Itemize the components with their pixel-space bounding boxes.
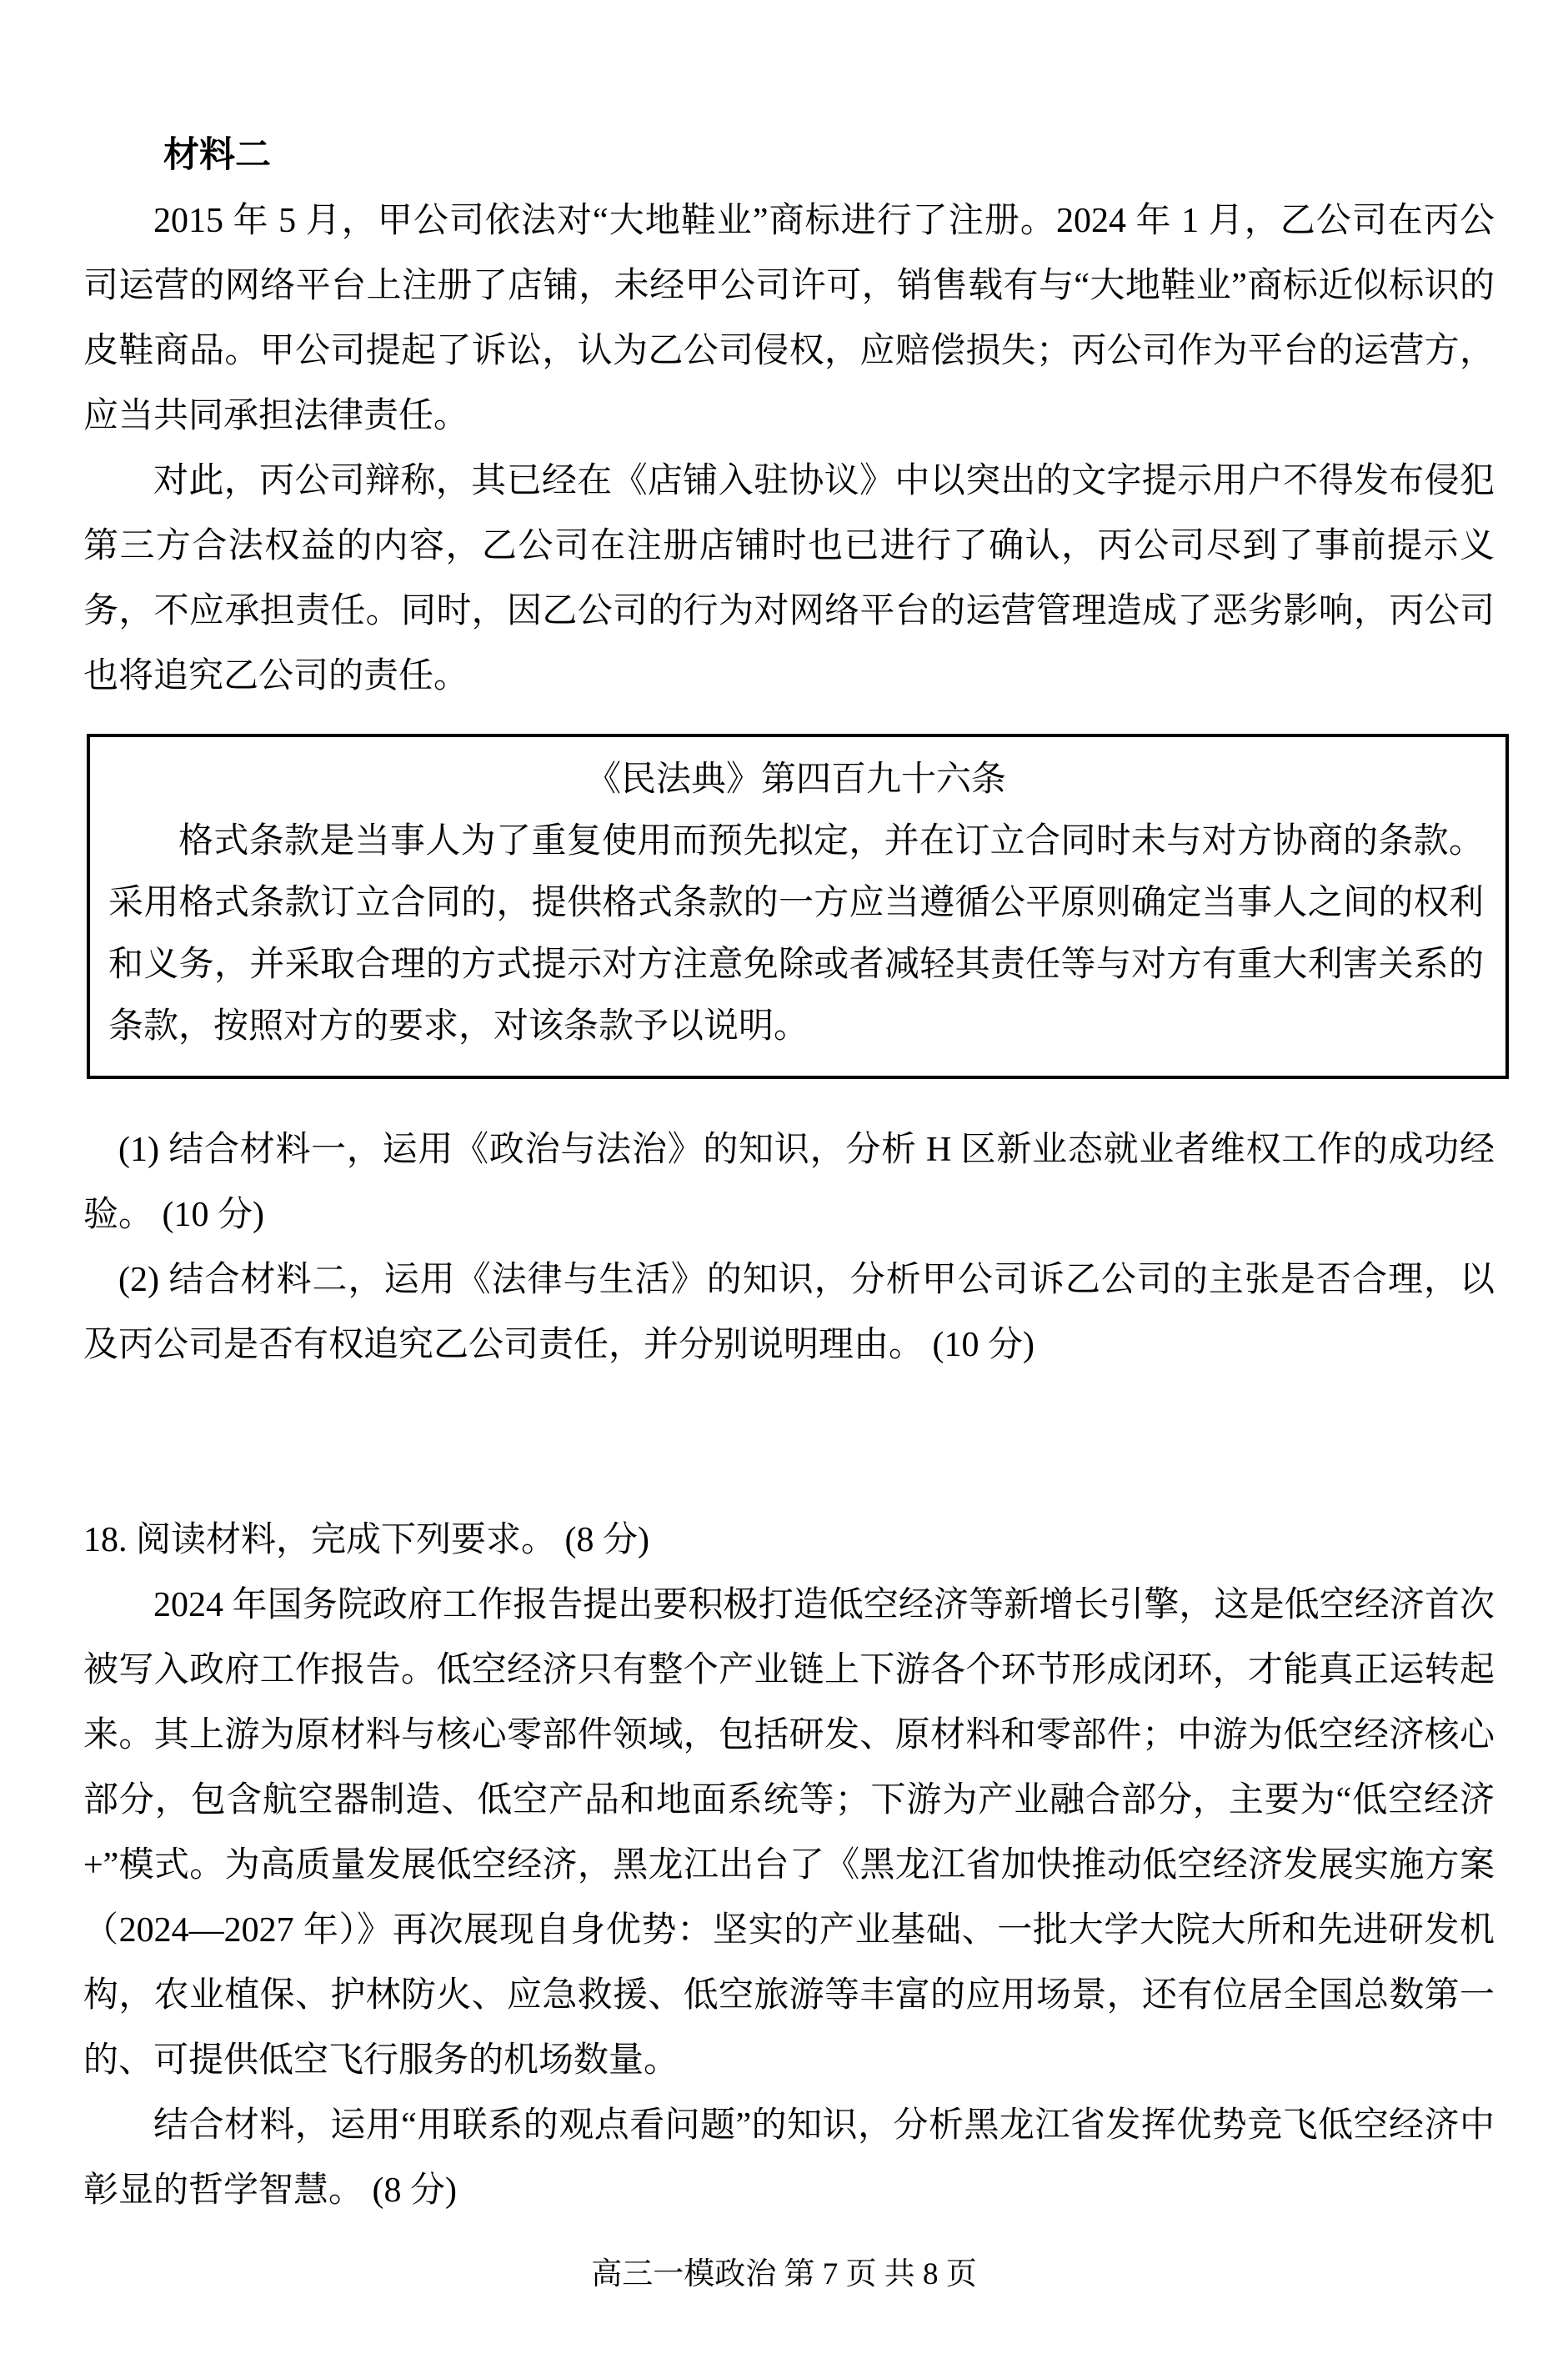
question-18-header: 18. 阅读材料，完成下列要求。 (8 分) [83, 1521, 649, 1559]
question-18-task: 结合材料，运用“用联系的观点看问题”的知识，分析黑龙江省发挥优势竞飞低空经济中彰显的哲学智慧。 (8 分) [83, 2106, 1495, 2210]
material2-heading: 材料二 [163, 136, 271, 175]
material2-paragraph-2: 对此，丙公司辩称，其已经在《店铺入驻协议》中以突出的文字提示用户不得发布侵犯第三方合法权益的内容，乙公司在注册店铺时也已进行了确认，丙公司尽到了事前提示义务，不应承担责任。同时，因乙公司的行为对网络平台的运营管理造成了恶劣影响，丙公司也将追究乙公司的责任。 [83, 462, 1495, 695]
civil-code-article-box [87, 734, 1509, 1079]
civil-code-article-title: 《民法典》第四百九十六条 [585, 760, 1006, 799]
question-17-part-2: (2) 结合材料二，运用《法律与生活》的知识，分析甲公司诉乙公司的主张是否合理，以及丙公司是否有权追究乙公司责任，并分别说明理由。 (10 分) [83, 1261, 1495, 1364]
question-18-block [83, 1508, 1495, 2223]
civil-code-article-body: 格式条款是当事人为了重复使用而预先拟定，并在订立合同时未与对方协商的条款。采用格式条款订立合同的，提供格式条款的一方应当遵循公平原则确定当事人之间的权利和义务，并采取合理的方式提示对方注意免除或者减轻其责任等与对方有重大利害关系的条款，按照对方的要求，对该条款予以说明。 [108, 822, 1484, 1046]
question-18-material: 2024 年国务院政府工作报告提出要积极打造低空经济等新增长引擎，这是低空经济首次被写入政府工作报告。低空经济只有整个产业链上下游各个环节形成闭环，才能真正运转起来。其上游为原材料与核心零部件领域，包括研发、原材料和零部件；中游为低空经济核心部分，包含航空器制造、低空产品和地面系统等；下游为产业融合部分，主要为“低空经济+”模式。为高质量发展低空经济，黑龙江出台了《黑龙江省加快推动低空经济发展实施方案（2024—2027 年）》再次展现自身优势：坚实的产业基础、一批大学大院大所和先进研发机构，农业植保、护林防火、应急救援、低空旅游等丰富的应用场景，还有位居全国总数第一的、可提供低空飞行服务的机场数量。 [83, 1586, 1495, 2080]
material2-paragraph-1: 2015 年 5 月，甲公司依法对“大地鞋业”商标进行了注册。2024 年 1 月，乙公司在丙公司运营的网络平台上注册了店铺，未经甲公司许可，销售载有与“大地鞋业”商标近似标识的皮鞋商品。甲公司提起了诉讼，认为乙公司侵权，应赔偿损失；丙公司作为平台的运营方，应当共同承担法律责任。 [83, 202, 1495, 435]
question-17-part-1: (1) 结合材料一，运用《政治与法治》的知识，分析 H 区新业态就业者维权工作的成功经验。 (10 分) [83, 1131, 1495, 1234]
page-footer: 高三一模政治 第 7 页 共 8 页 [591, 2257, 977, 2291]
